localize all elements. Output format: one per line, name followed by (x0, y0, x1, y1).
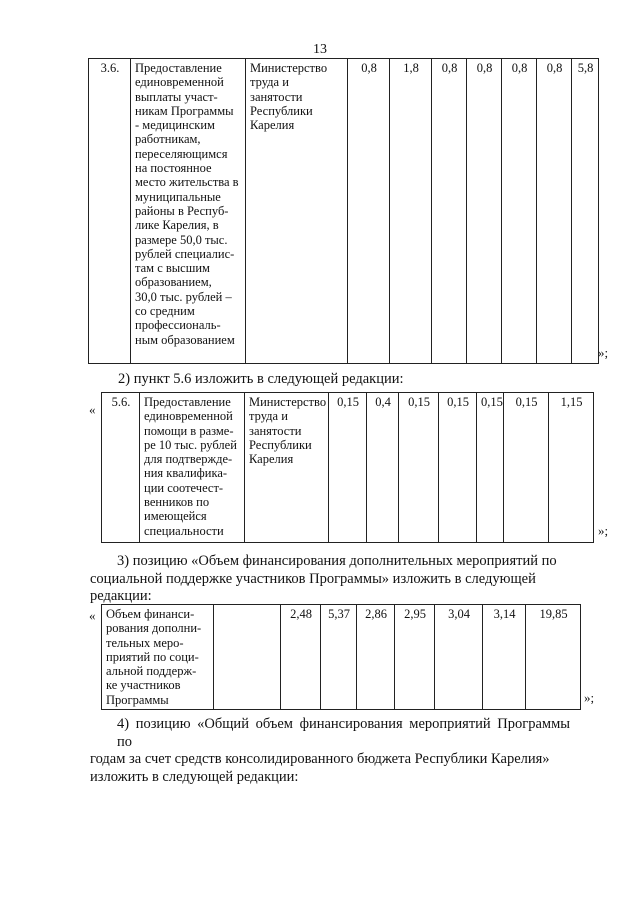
item-ministry: Министерство труда и занятости Республики Карелия (246, 59, 348, 364)
item-description: Предоставление единовременной помощи в разме- ре 10 тыс. рублей для подтвержде- ния квалифика- ции соотечест- венников по имеющейся специальности (140, 393, 245, 543)
value-cell: 0,15 (329, 393, 367, 543)
value-cell: 0,8 (537, 59, 572, 364)
close-quote-mark: »; (598, 345, 609, 360)
item-description: Предоставление единовременной выплаты участ- никам Программы - медицинским работникам, переселяющимся на постоянное место жительства в муниципальные районы в Респуб- лике Карелия, в размере 50,0 тыс. рублей специалис- там с высшим образованием, 30,0 тыс. рублей – со средним профессиональ- ным образованием (131, 59, 246, 364)
paragraph-4: 4) позицию «Общий объем финансирования мероприятий Программы по годам за счет средств консолидированного бюджета Республики Карелия» изложить в следующей редакции: (90, 716, 570, 785)
item-number: 5.6. (102, 393, 140, 543)
value-cell: 0,15 (399, 393, 439, 543)
paragraph-3: 3) позицию «Объем финансирования дополнительных мероприятий по социальной поддержке участников Программы» изложить в следующей редакции: (90, 553, 557, 604)
value-cell: 0,15 (504, 393, 549, 543)
table-row (102, 605, 581, 710)
value-cell: 0,4 (367, 393, 399, 543)
table-row (89, 59, 599, 364)
table-item-3-6 (88, 58, 599, 364)
close-quote-mark: »; (598, 523, 609, 538)
item-number: 3.6. (89, 59, 131, 364)
value-cell: 3,14 (483, 605, 526, 710)
value-cell: 3,04 (435, 605, 483, 710)
value-cell: 0,8 (502, 59, 537, 364)
value-cell: 0,8 (432, 59, 467, 364)
open-quote-mark: « (89, 402, 96, 417)
close-quote-mark: »; (584, 690, 595, 705)
item-description: Объем финанси- рования дополни- тельных меро- приятий по соци- альной поддерж- ке участников Программы (102, 605, 214, 710)
value-cell-total: 5,8 (572, 59, 599, 364)
table-item-5-6 (101, 392, 594, 543)
open-quote-mark: « (89, 608, 96, 623)
value-cell-total: 19,85 (526, 605, 581, 710)
value-cell: 0,8 (348, 59, 390, 364)
value-cell: 5,37 (321, 605, 357, 710)
value-cell: 0,15 (439, 393, 477, 543)
value-cell-total: 1,15 (549, 393, 594, 543)
paragraph-2: 2) пункт 5.6 изложить в следующей редакции: (118, 371, 404, 387)
page-number: 13 (313, 42, 327, 57)
value-cell: 2,48 (281, 605, 321, 710)
value-cell: 2,86 (357, 605, 395, 710)
value-cell: 2,95 (395, 605, 435, 710)
table-financing-volume (101, 604, 581, 710)
value-cell: 0,8 (467, 59, 502, 364)
table-row (102, 393, 594, 543)
empty-cell (214, 605, 281, 710)
value-cell: 1,8 (390, 59, 432, 364)
value-cell: 0,15 (477, 393, 504, 543)
item-ministry: Министерство труда и занятости Республики Карелия (245, 393, 329, 543)
